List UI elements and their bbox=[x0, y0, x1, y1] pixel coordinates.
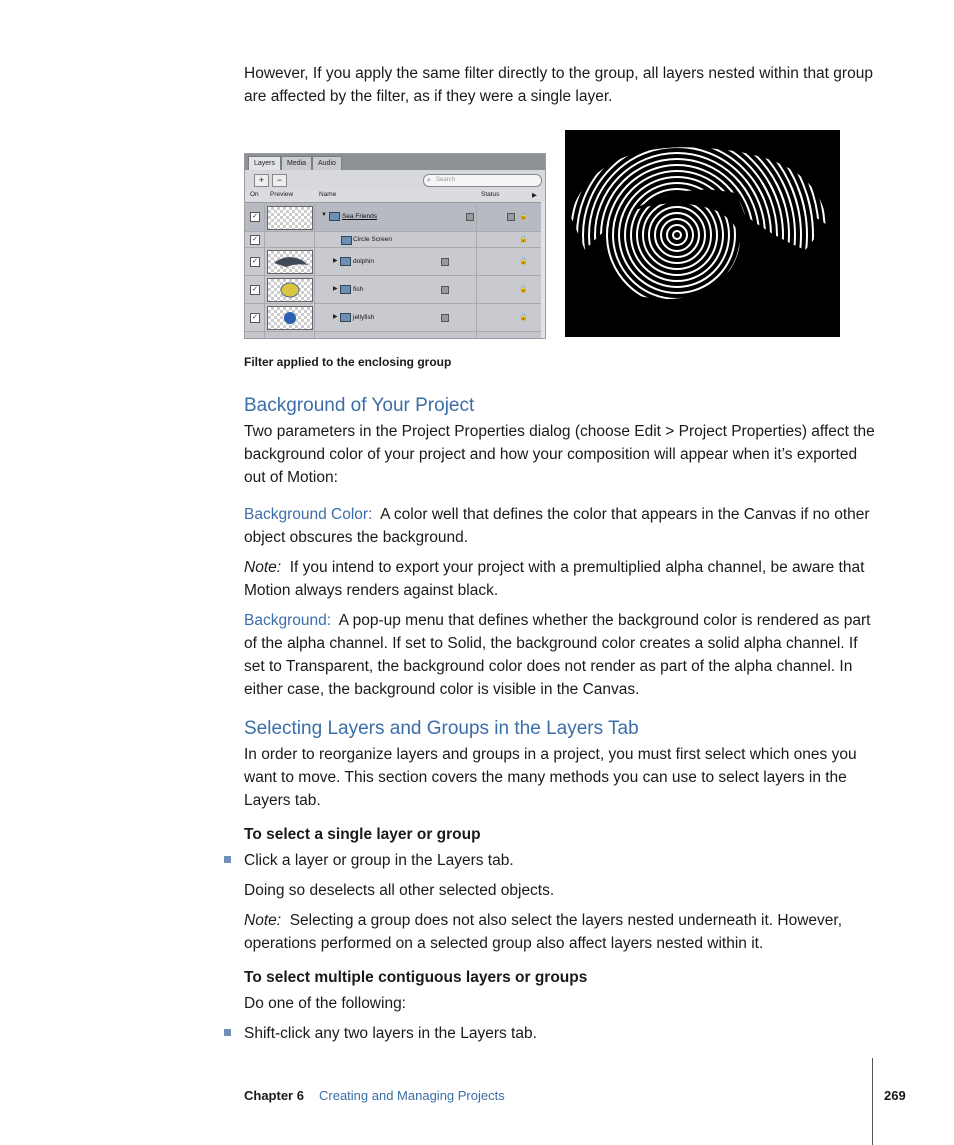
section-body: Two parameters in the Project Properties dialog (choose Edit > Project Properties) affect the background color of your project and how your composition will appear when it’s exported out of Motion: bbox=[244, 423, 875, 486]
column-divider bbox=[476, 202, 477, 338]
layer-preview-thumbnail bbox=[267, 306, 313, 330]
term-background-color: Background Color: bbox=[244, 506, 373, 523]
disclosure-triangle-icon: ▼ bbox=[321, 212, 327, 218]
status-icon bbox=[441, 286, 449, 294]
layer-enable-checkbox: ✓ bbox=[250, 212, 260, 222]
layer-enable-checkbox: ✓ bbox=[250, 257, 260, 267]
lock-icon: 🔒 bbox=[519, 258, 528, 265]
panel-tabs bbox=[245, 154, 545, 170]
layer-preview-thumbnail bbox=[267, 250, 313, 274]
layer-name: fish bbox=[353, 286, 364, 293]
lock-icon: 🔒 bbox=[519, 286, 528, 293]
term-background: Background: bbox=[244, 612, 332, 629]
note-label: Note: bbox=[244, 559, 282, 576]
status-icon bbox=[507, 213, 515, 221]
search-field bbox=[423, 174, 542, 187]
image-layer-icon bbox=[340, 257, 351, 266]
task-step: Click a layer or group in the Layers tab. bbox=[244, 852, 514, 869]
footer-chapter-title: Creating and Managing Projects bbox=[319, 1088, 505, 1103]
task-title: To select a single layer or group bbox=[244, 826, 481, 843]
jellyfish-thumbnail-icon bbox=[268, 307, 312, 329]
layer-row bbox=[245, 232, 541, 248]
figure-caption: Filter applied to the enclosing group bbox=[244, 355, 452, 369]
task-step: Shift-click any two layers in the Layers tab. bbox=[244, 1025, 537, 1042]
status-icon bbox=[441, 314, 449, 322]
image-layer-icon bbox=[340, 313, 351, 322]
image-layer-icon bbox=[340, 285, 351, 294]
layer-row bbox=[245, 203, 541, 232]
footer-chapter: Chapter 6 bbox=[244, 1088, 304, 1103]
filter-icon bbox=[341, 236, 352, 245]
footer-divider bbox=[872, 1058, 873, 1145]
lock-icon: 🔒 bbox=[519, 314, 528, 321]
intro-paragraph: However, If you apply the same filter directly to the group, all layers nested within that group are affected by the filter, as if they were a single layer. bbox=[244, 65, 873, 105]
background-color-definition bbox=[244, 503, 876, 549]
column-headers bbox=[245, 190, 545, 203]
group-status-icon bbox=[466, 213, 474, 221]
tab-audio: Audio bbox=[312, 156, 342, 170]
layer-name: jellyfish bbox=[353, 314, 375, 321]
filtered-canvas-image bbox=[565, 130, 840, 337]
note-text: Selecting a group does not also select the layers nested underneath it. However, operations performed on a selected group also affect layers nested within it. bbox=[244, 912, 843, 952]
panel-toolbar bbox=[245, 170, 545, 190]
status-icon bbox=[441, 258, 449, 266]
task-title: To select multiple contiguous layers or groups bbox=[244, 969, 588, 986]
layer-row bbox=[245, 304, 541, 332]
task-result: Doing so deselects all other selected objects. bbox=[244, 882, 555, 899]
bullet-icon bbox=[224, 856, 231, 863]
column-preview: Preview bbox=[270, 191, 294, 198]
column-divider bbox=[264, 202, 265, 338]
layer-enable-checkbox: ✓ bbox=[250, 235, 260, 245]
disclosure-triangle-icon: ▶ bbox=[333, 258, 338, 264]
layer-row bbox=[245, 276, 541, 304]
section-body: In order to reorganize layers and groups in a project, you must first select which ones you want to move. This section covers the many methods you can use to select layers in the Layers tab. bbox=[244, 746, 857, 809]
remove-layer-button: − bbox=[272, 174, 287, 187]
tab-media: Media bbox=[281, 156, 312, 170]
disclosure-triangle-icon: ▶ bbox=[333, 286, 338, 292]
add-layer-button: + bbox=[254, 174, 269, 187]
layer-name: dolphin bbox=[353, 258, 374, 265]
tab-layers: Layers bbox=[248, 156, 281, 170]
note-label: Note: bbox=[244, 912, 282, 929]
layer-preview-thumbnail bbox=[267, 206, 313, 230]
search-placeholder: Search bbox=[436, 177, 456, 183]
fish-thumbnail-icon bbox=[268, 279, 312, 301]
dolphin-thumbnail-icon bbox=[268, 251, 312, 273]
search-icon: ⌕ bbox=[427, 177, 431, 184]
layer-row bbox=[245, 248, 541, 276]
definition-text: A pop-up menu that defines whether the background color is rendered as part of the alpha channel. If set to Solid, the background color creates a solid alpha channel. If set to Transparent, the background color does not render as part of the alpha channel. In either case, the background color is visible in the Canvas. bbox=[244, 612, 871, 698]
bullet-icon bbox=[224, 1029, 231, 1036]
column-on: On bbox=[250, 191, 259, 198]
column-expand-arrow: ▶ bbox=[532, 192, 537, 199]
column-status: Status bbox=[481, 191, 500, 198]
layer-enable-checkbox: ✓ bbox=[250, 313, 260, 323]
definition-text: A color well that defines the color that appears in the Canvas if no other object obscures the background. bbox=[244, 506, 870, 546]
layer-name: Circle Screen bbox=[353, 236, 393, 243]
layers-panel-screenshot bbox=[244, 153, 546, 339]
note-paragraph bbox=[244, 909, 876, 955]
task-intro: Do one of the following: bbox=[244, 995, 406, 1012]
note-text: If you intend to export your project with a premultiplied alpha channel, be aware that Motion always renders against black. bbox=[244, 559, 865, 599]
section-heading-selecting: Selecting Layers and Groups in the Layers Tab bbox=[244, 718, 639, 739]
page-number: 269 bbox=[884, 1088, 906, 1103]
scrollbar bbox=[541, 202, 545, 338]
lock-icon: 🔒 bbox=[519, 236, 528, 243]
layer-preview-thumbnail bbox=[267, 278, 313, 302]
section-heading-background: Background of Your Project bbox=[244, 395, 475, 416]
background-definition bbox=[244, 609, 876, 701]
circle-screen-pattern-image bbox=[565, 130, 840, 337]
group-icon bbox=[329, 212, 340, 221]
lock-icon: 🔒 bbox=[519, 213, 528, 220]
layer-enable-checkbox: ✓ bbox=[250, 285, 260, 295]
column-name: Name bbox=[319, 191, 337, 198]
note-paragraph bbox=[244, 556, 876, 602]
layer-name: Sea Friends bbox=[342, 213, 378, 220]
column-divider bbox=[314, 202, 315, 338]
disclosure-triangle-icon: ▶ bbox=[333, 314, 338, 320]
